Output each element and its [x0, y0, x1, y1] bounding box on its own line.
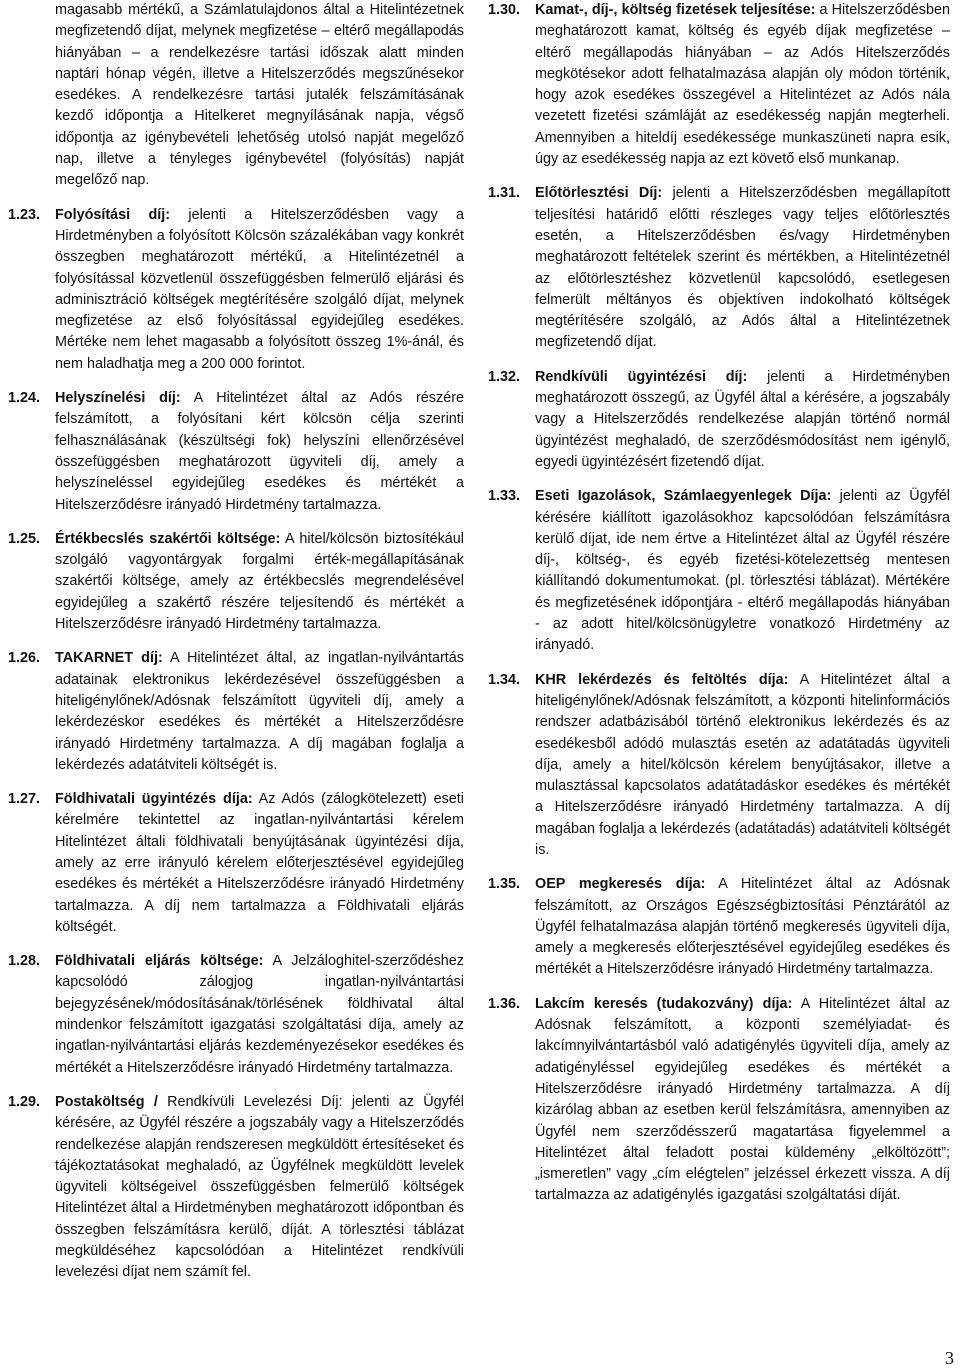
definition-item [488, 670, 950, 862]
definition-item [8, 951, 464, 1079]
item-number: 1.31. [488, 185, 521, 202]
item-text [535, 994, 950, 1207]
item-text [55, 205, 464, 375]
item-description: jelenti a Hirdetményben meghatározott összegű, az Ügyfél által a kérésére, a jogszabály vagy a Hitelszerződés rendelkezése alapján történő normál ügyintézést meghaladó, de szerződésmódosítást nem igénylő, egyedi ügyintézésért fizetendő díjat. [535, 368, 950, 470]
item-text [55, 789, 464, 938]
item-term: Postaköltség / [55, 1093, 158, 1110]
left-item-list [8, 205, 464, 1284]
item-term: Eseti Igazolások, Számlaegyenlegek Díja: [535, 488, 832, 505]
item-number: 1.34. [488, 671, 521, 688]
definition-item [8, 789, 464, 938]
item-number: 1.24. [8, 390, 41, 407]
definition-item [488, 994, 950, 1207]
definition-item [488, 486, 950, 656]
item-description: jelenti az Ügyfél kérésére kiállított igazolásokhoz kapcsolódóan felszámításra kerülő díjat, ide nem értve a Hitelintézet által az Ügyfél részére díj-, költség-, és egyéb fizetési-kötelezettség mentesen kiállítandó dokumentumokat. (pl. törlesztési táblázat). Mértékére és megfizetésének időpontjára - eltérő megállapodás hiányában - az adott hitel/kölcsönügyletre vonatkozó Hirdetmény az irányadó. [535, 488, 950, 654]
item-description: A Hitelintézet által az Adós részére felszámított, a folyósítani kért kölcsön célja szerinti felhasználásának (készültségi fok) helyszíni ellenőrzésével összefüggésben meghatározott ügyviteli díj, amely a helyszíneléssel egyidejűleg esedékes és mértékét a Hitelszerződésre irányadó Hirdetmény tartalmazza. [55, 390, 464, 513]
item-description: jelenti a Hitelszerződésben megállapított teljesítési határidő előtti részleges vagy teljes előtörlesztés esetén, a Hitelszerződésben és/vagy Hirdetményben meghatározott feltételek szerint és mértékben, a Hitelintézetnél az előtörlesztéshez közvetlenül kapcsolódó, esetlegesen felmerült méltányos és objektíven indokolható költségek megtérítésére szolgáló, az Adós által a Hitelintézetnek megfizetendő díjat. [535, 185, 950, 351]
definition-item [488, 874, 950, 980]
item-text [55, 648, 464, 776]
item-number: 1.32. [488, 368, 521, 385]
item-number: 1.27. [8, 791, 41, 808]
item-term: Rendkívüli ügyintézési díj: [535, 368, 748, 385]
item-description: Az Adós (zálogkötelezett) eseti kérelmére tekintettel az ingatlan-nyilvántartási kérelem Hitelintézet általi földhivatali benyújtásának ügyintézési díja, amely az erre irányuló kérelem előterjesztésével egyidejűleg esedékes és mértékét a Hitelszerződésre irányadó Hirdetmény tartalmazza. A díj nem tartalmazza a Földhivatali eljárás költségét. [55, 791, 464, 935]
item-number: 1.26. [8, 650, 41, 667]
item-number: 1.29. [8, 1093, 41, 1110]
item-description: A hitel/kölcsön biztosítékául szolgáló vagyontárgyak forgalmi érték-megállapításának szakértői költsége, amely az értékbecslés megrendelésével egyidejűleg a szakértő részére teljesítendő és mértékét a Hitelszerződésre irányadó Hirdetmény tartalmazza. [55, 530, 464, 633]
item-description: A Hitelintézet által az Adósnak felszámított, a központi személyiadat- és lakcímnyilvántartásból való adatigénylés ügyviteli díja, amely az adatigényléssel egyidejűleg esedékes és mértékét a Hitelszerződésre irányadó Hirdetmény tartalmazza. A díj kizárólag abban az esetben kerül felszámításra, amennyiben az Ügyfél nem szerződésszerű magatartása figyelemmel a Hitelintézet által feladott postai küldemény „elköltözött”; „ismeretlen” vagy „cím elégtelen” jelzéssel érkezett vissza. A díj tartalmazza az adatigénylés igazgatási szolgáltatási díját. [535, 995, 950, 1204]
item-description: Rendkívüli Levelezési Díj: jelenti az Ügyfél kérésére, az Ügyfél részére a jogszabály vagy a Hitelszerződés rendelkezése alapján rendszeresen megküldött értesítéseket és tájékoztatásokat meghaladó, az Ügyfélnek megküldött levelek ügyviteli költségeivel összefüggésben felmerülő költségek Hitelintézet által a Hirdetményben meghatározott időpontban és összegben felszámításra kerülő, díját. A törlesztési táblázat megküldéséhez kapcsolódóan a Hitelintézet rendkívüli levelezési díjat nem számít fel. [55, 1093, 464, 1281]
item-term: Előtörlesztési Díj: [535, 185, 663, 202]
item-term: Lakcím keresés (tudakozvány) díja: [535, 995, 793, 1012]
item-description: a Hitelszerződésben meghatározott kamat, költség és egyéb díjak megfizetése – eltérő megállapodás hiányában – az Adós Hitelszerződés megkötésekor adott felhatalmazása alapján oly módon történik, hogy azok esedékes összegével a Hitelintézet az Adós nála vezetett fizetési számláját az esedékesség napján megterheli. Amennyiben a hiteldíj esedékessége munkaszüneti napra esik, úgy az esedékesség napja az ezt követő első munkanap. [535, 2, 950, 168]
page-number: 3 [945, 1348, 954, 1368]
definition-item [8, 648, 464, 776]
right-item-list [488, 0, 950, 1207]
item-description: jelenti a Hitelszerződésben vagy a Hirdetményben a folyósított Kölcsön százalékában vagy konkrét összegben meghatározott mértékű, a Hitelintézetnél a folyósítással közvetlenül összefüggésben felmerülő eljárási és adminisztráció költségek megtérítésére szolgáló díjat, melynek megfizetése az első folyósítással egyidejűleg esedékes. Mértéke nem lehet magasabb a folyósított összeg 1%-ánál, és nem haladhatja meg a 200 000 forintot. [55, 206, 464, 372]
definition-item [488, 183, 950, 353]
item-text [535, 874, 950, 980]
definition-item [8, 205, 464, 375]
item-term: Értékbecslés szakértői költsége: [55, 530, 281, 547]
left-column [8, 0, 464, 1297]
item-text [55, 529, 464, 635]
continued-paragraph: magasabb mértékű, a Számlatulajdonos által a Hitelintézetnek megfizetendő díjat, melynek megfizetése – eltérő megállapodás hiányában – a rendelkezésre tartási időszak alatt minden naptári hónap végén, illetve a Hitelszerződés megszűnésekor esedékes. A rendelkezésre tartási jutalék felszámításának kezdő időpontja a Hitelkeret megnyílásának napja, végső időpontja az igénybevételi lehetőség utolsó napját megelőző nap, illetve a tényleges igénybevétel (folyósítás) napját megelőző nap. [55, 2, 464, 189]
definition-item [8, 529, 464, 635]
item-number: 1.36. [488, 995, 521, 1012]
item-text [55, 1092, 464, 1284]
item-number: 1.25. [8, 530, 41, 547]
definition-item [8, 388, 464, 516]
item-text [55, 388, 464, 516]
item-description: A Hitelintézet által, az ingatlan-nyilvántartás adatainak elektronikus lekérdezésével összefüggésben a hiteligénylőnek/Adósnak felszámított ügyviteli díj, amely a lekérdezéskor esedékes és mértékét a Hitelszerződésre irányadó Hirdetmény tartalmazza. A díj magában foglalja a lekérdezés adatátviteli költségét is. [55, 650, 464, 773]
item-text [55, 951, 464, 1079]
item-term: Folyósítási díj: [55, 206, 171, 223]
item-term: KHR lekérdezés és feltöltés díja: [535, 671, 789, 688]
item-description: A Hitelintézet által az Adósnak felszámított, az Országos Egészségbiztosítási Pénztárától az Ügyfél felhatalmazása alapján történő megkeresés ügyviteli díja, amely a megkeresés előterjesztésével egyidejűleg esedékes és mértékét a Hitelszerződésre irányadó Hirdetmény tartalmazza. [535, 876, 950, 978]
item-number: 1.28. [8, 953, 41, 970]
item-number: 1.23. [8, 206, 41, 223]
item-term: Földhivatali eljárás költsége: [55, 953, 264, 970]
item-term: TAKARNET díj: [55, 650, 163, 667]
item-text [535, 183, 950, 353]
item-text [535, 670, 950, 862]
item-description: A Jelzáloghitel-szerződéshez kapcsolódó zálogjog ingatlan-nyilvántartási bejegyzésének/módosításának/törlésének földhivatal által mindenkor felszámított igazgatási szolgáltatási díja, amely az ingatlan-nyilvántartási eljárás kezdeményezésekor esedékes és mértékét a Hitelszerződésre irányadó Hirdetmény tartalmazza. [55, 953, 464, 1076]
item-text [535, 367, 950, 473]
item-term: Földhivatali ügyintézés díja: [55, 791, 253, 808]
item-number: 1.33. [488, 488, 521, 505]
item-number: 1.35. [488, 876, 521, 893]
item-description: A Hitelintézet által a hiteligénylőnek/Adósnak felszámított, a központi hitelinformációs rendszer adatbázisából történő elektronikus lekérdezés és az esedékesből adódó mulasztás esetén az adatátadás ügyviteli díja, amely a hitel/kölcsön kérelem benyújtásakor, illetve a mulasztással kapcsolatos adatátadáskor esedékes és mértékét a Hitelszerződésre irányadó Hirdetmény tartalmazza. A díj magában foglalja a lekérdezés (adatátadás) adatátviteli költségét is. [535, 671, 950, 858]
item-term: Kamat-, díj-, költség fizetések teljesítése: [535, 2, 816, 18]
right-column [488, 0, 950, 1220]
definition-item [488, 367, 950, 473]
item-term: OEP megkeresés díja: [535, 876, 706, 893]
definition-item [488, 0, 950, 170]
item-number: 1.30. [488, 2, 521, 18]
item-text [535, 486, 950, 656]
definition-item [8, 1092, 464, 1284]
item-text [535, 0, 950, 170]
item-term: Helyszínelési díj: [55, 390, 181, 407]
